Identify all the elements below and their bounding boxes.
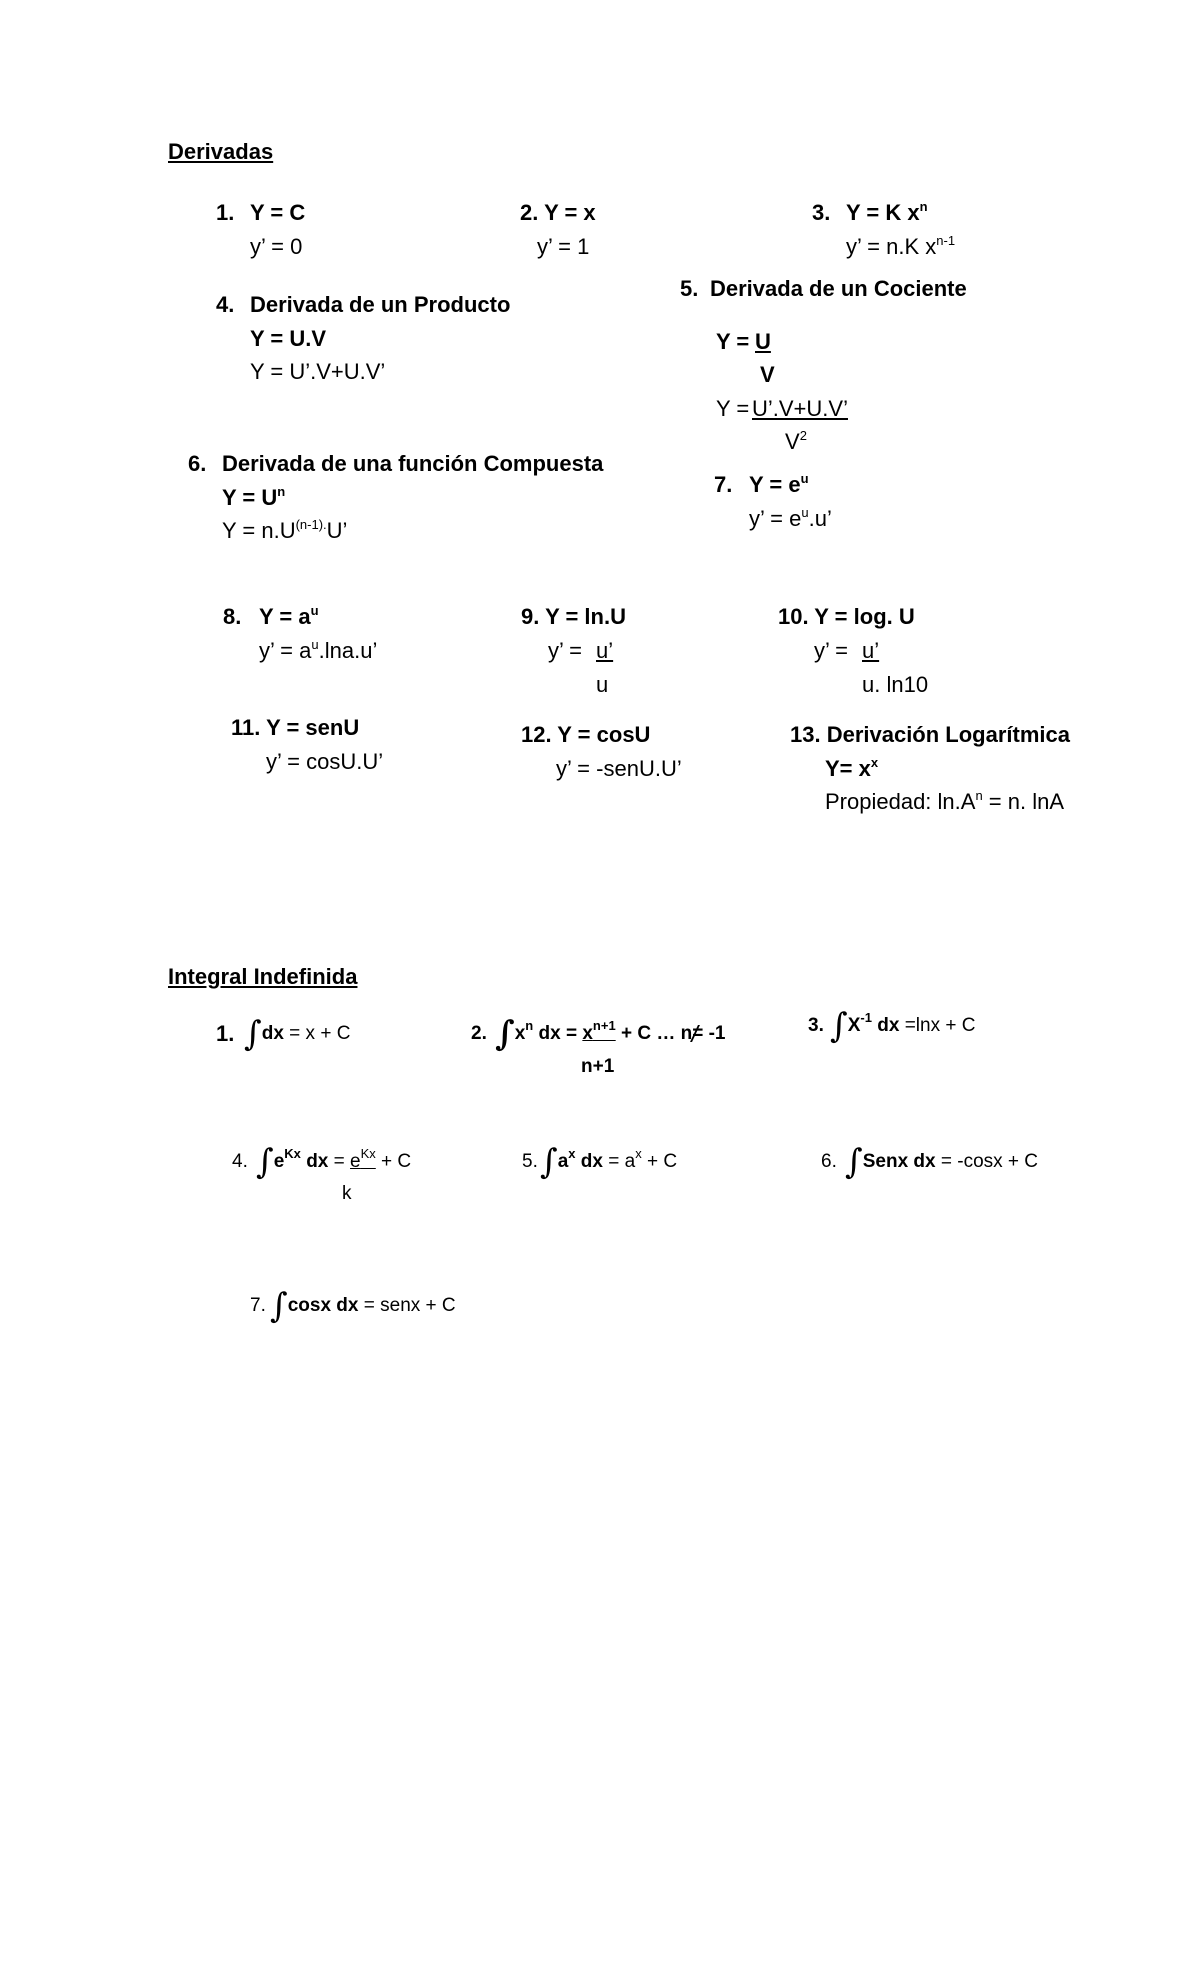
integral-4-formula: $\int e^{Kx}$ dx = $e^{Kx} + C$: [256, 1142, 412, 1182]
integral-4-number: 4.: [232, 1151, 248, 1172]
integral-3-formula: $\int X^{-1}$ dx =lnx + C: [830, 1006, 976, 1046]
integral-heading: Integral Indefinida: [168, 964, 358, 989]
integral-1-number: 1.: [216, 1021, 235, 1046]
rule-3-number: 3.: [812, 200, 831, 225]
integral-4-denominator: k: [342, 1183, 352, 1204]
rule-10-formula: 10. Y = log. U: [778, 604, 915, 629]
integral-sign-icon: ∫: [830, 1006, 848, 1046]
rule-5-derivative-denominator: $V^2$: [785, 428, 807, 454]
derivadas-heading: Derivadas: [168, 139, 274, 164]
integral-2-number: 2.: [471, 1023, 487, 1044]
rule-13-property: Propiedad: $\ln.A^n = n$. lnA: [825, 788, 1065, 814]
integral-7-number: 7.: [250, 1295, 266, 1316]
integral-sign-icon: ∫: [495, 1014, 515, 1054]
rule-5-title: Derivada de un Cociente: [710, 276, 967, 301]
rule-9-derivative-denominator: u: [596, 672, 609, 697]
rule-10-derivative-numerator: u’: [862, 638, 880, 663]
integral-5-formula: $\int a^x$ dx = $a^x + C$: [540, 1142, 678, 1182]
integral-sign-icon: ∫: [540, 1142, 558, 1182]
rule-7-derivative: y’ = $e^u.u$’: [749, 505, 832, 531]
integral-sign-icon: ∫: [244, 1014, 262, 1054]
rule-2-formula: 2. Y = x: [520, 200, 596, 225]
rule-12-formula: 12. Y = cosU: [521, 722, 651, 747]
rule-7-number: 7.: [714, 472, 733, 497]
rule-5-number: 5.: [680, 276, 699, 301]
rule-4-derivative: Y = U’.V+U.V’: [250, 359, 386, 384]
rule-8-number: 8.: [223, 604, 242, 629]
rule-9-derivative-numerator: u’: [596, 638, 614, 663]
rule-8-formula: $Y = a^u$: [259, 603, 319, 629]
rule-7-formula: $Y = e^u$: [749, 471, 809, 497]
rule-10-derivative-lhs: y’ =: [814, 638, 849, 663]
integral-6-number: 6.: [821, 1151, 837, 1172]
rule-2-derivative: y’ = 1: [537, 234, 590, 259]
rule-5-derivative-lhs: Y =: [716, 396, 750, 421]
rule-5-derivative-numerator: U’.V+U.V’: [752, 396, 848, 421]
rule-1-derivative: y’ = 0: [250, 234, 303, 259]
rule-6-formula: $Y = U^n$: [222, 484, 286, 510]
rule-4-number: 4.: [216, 292, 235, 317]
rule-6-number: 6.: [188, 451, 207, 476]
not-equal-sign: = -1: [692, 1023, 726, 1044]
integral-sign-icon: ∫: [845, 1142, 863, 1182]
rule-13-title: 13. Derivación Logarítmica: [790, 722, 1070, 747]
rule-5-numerator: U: [755, 329, 771, 354]
rule-11-formula: 11. Y = senU: [231, 715, 360, 740]
rule-6-derivative: $Y = n.U^{(n-1).}U$’: [222, 517, 348, 543]
integral-1-formula: ∫dx = x + C: [244, 1014, 351, 1054]
rule-3-derivative: y’ = n.K $x^{n-1}$: [846, 233, 956, 259]
rule-6-title: Derivada de una función Compuesta: [222, 451, 604, 476]
rule-1-formula: Y = C: [250, 200, 306, 225]
integral-2-formula: $\int x^n$ dx = $x^{n+1} + C$ … n= -1: [495, 1014, 726, 1054]
rule-9-formula: 9. Y = ln.U: [521, 604, 626, 629]
rule-4-title: Derivada de un Producto: [250, 292, 511, 317]
rule-1-number: 1.: [216, 200, 235, 225]
integral-sign-icon: ∫: [270, 1286, 288, 1326]
rule-11-derivative: y’ = cosU.U’: [266, 749, 384, 774]
rule-12-derivative: y’ = -senU.U’: [556, 756, 682, 781]
integral-2-denominator: n+1: [581, 1056, 615, 1077]
integral-sign-icon: ∫: [256, 1142, 274, 1182]
integral-6-formula: ∫Senx dx = -cosx + C: [845, 1142, 1039, 1182]
rule-5-denominator: V: [760, 362, 775, 387]
integral-3-number: 3.: [808, 1015, 824, 1036]
integral-7-formula: ∫cosx dx = senx + C: [270, 1286, 456, 1326]
rule-9-derivative-lhs: y’ =: [548, 638, 583, 663]
rule-3-formula: Y = K $x^n$: [846, 199, 928, 225]
rule-8-derivative: y’ = $a^u.\ln a.u$’: [259, 637, 378, 663]
rule-5-formula-lhs: Y =: [716, 329, 750, 354]
integral-5-number: 5.: [522, 1151, 538, 1172]
rule-4-formula: Y = U.V: [250, 326, 327, 351]
rule-10-derivative-denominator: u. ln10: [862, 672, 929, 697]
rule-13-formula: $Y= x^x$: [825, 755, 879, 781]
